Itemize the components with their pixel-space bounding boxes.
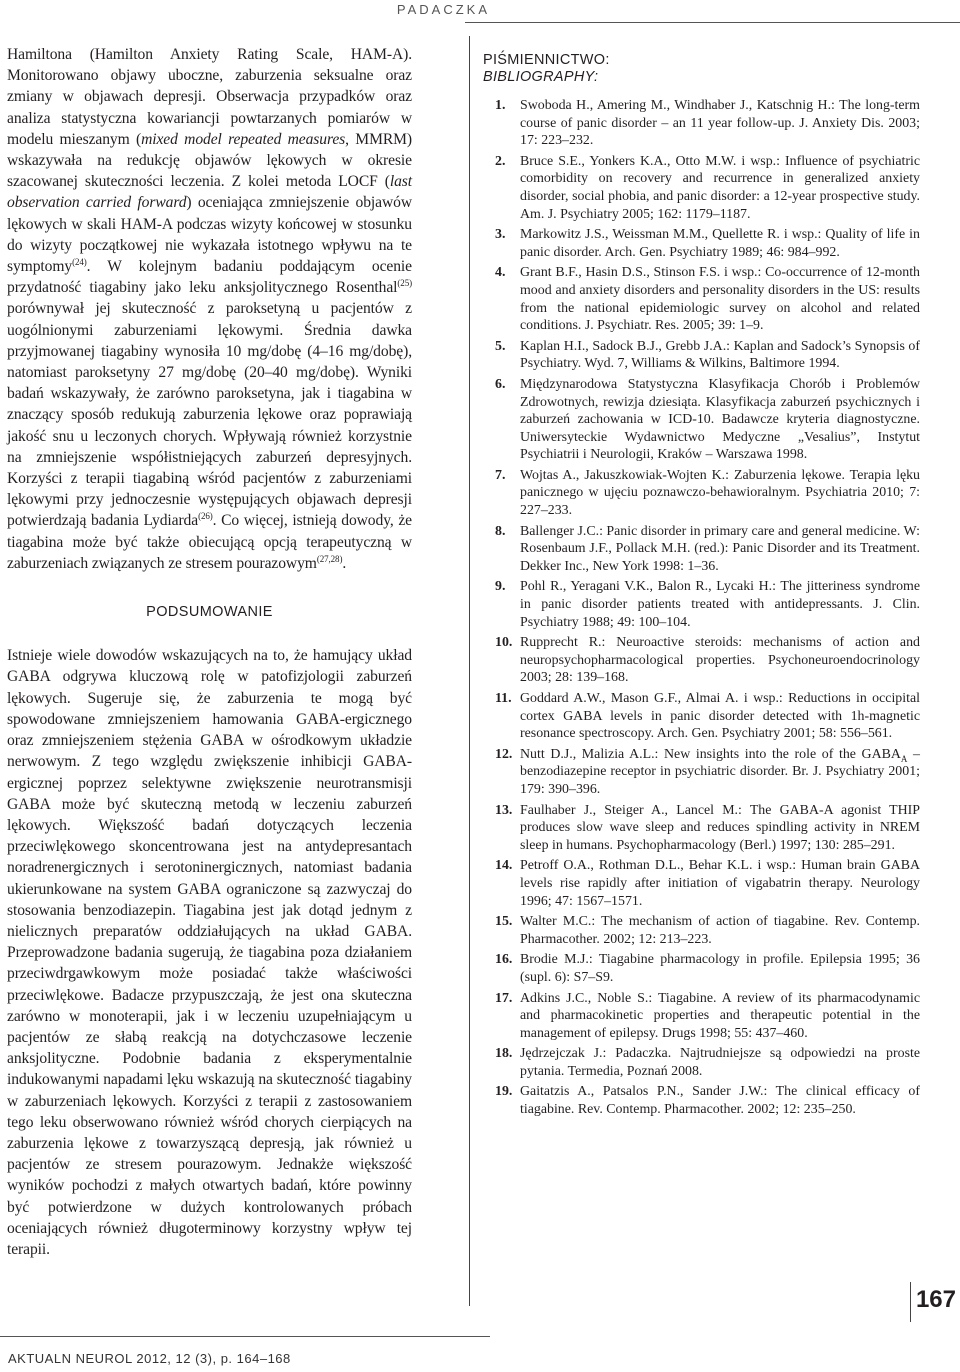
reference-item: [483, 376, 920, 464]
reference-item: [483, 467, 920, 520]
reference-text-run: Markowitz J.S., Weissman M.M., Quellette R. i wsp.: Quality of life in panic disorder. Arch. Gen. Psychiatry 1989; 46: 984–992.: [520, 227, 920, 260]
header-rule: [465, 22, 960, 23]
reference-text-run: Jędrzejczak J.: Padaczka. Najtrudniejsze są odpowiedzi na proste pytania. Termedia, Poznań 2008.: [520, 1046, 920, 1079]
reference-number: 13.: [495, 802, 513, 818]
reference-text-run: Pohl R., Yeragani V.K., Balon R., Lycaki H.: The jitteriness syndrome in panic disorder patients treated with antidepressants. J. Clin. Psychiatry 1988; 49: 100–104.: [520, 579, 920, 630]
column-divider: [469, 36, 470, 1306]
reference-item: [483, 338, 920, 373]
reference-item: [483, 990, 920, 1043]
subscript: A: [900, 753, 908, 764]
reference-item: [483, 153, 920, 223]
citation-marker: (24): [72, 256, 87, 267]
reference-item: [483, 857, 920, 910]
reference-number: 6.: [495, 376, 506, 392]
reference-number: 16.: [495, 952, 513, 968]
reference-text-run: Międzynarodowa Statystyczna Klasyfikacja Chorób i Problemów Zdrowotnych, rewizja dziesiąta. Klasyfikacja zaburzeń psychicznych i zaburzeń zachowania w ICD-10. Badawcze kryteria diagnostyczne. Uniwersyteckie Wydawnictwo Medyczne „Vesalius”, Instytut Psychiatrii i Neurologii, Kraków – Warszawa 1998.: [520, 376, 920, 463]
reference-item: [483, 746, 920, 799]
reference-text: [520, 578, 920, 631]
citation-marker: (27,28): [316, 553, 343, 564]
reference-number: 11.: [495, 691, 512, 706]
reference-text-run: Kaplan H.I., Sadock B.J., Grebb J.A.: Kaplan and Sadock’s Synopsis of Psychiatry. Wyd. 7, Williams & Wilkins, Baltimore 1994.: [520, 338, 920, 372]
reference-text-run: Nutt D.J., Malizia A.L.: New insights into the role of the GABA: [520, 746, 901, 762]
page-number-rule: [910, 1282, 911, 1322]
reference-number: 2.: [495, 153, 506, 169]
reference-number: 4.: [495, 265, 506, 281]
reference-text-run: Swoboda H., Amering M., Windhaber J., Katschnig H.: The long-term course of panic disorder – an 11 year follow-up. J. Anxiety Dis. 2003; 17: 223–232.: [520, 98, 920, 149]
reference-item: [483, 802, 920, 855]
reference-text-run: Adkins J.C., Noble S.: Tiagabine. A review of its pharmacodynamic and pharmacokinetic properties and therapeutic potential in the management of epilepsy. Drugs 1998; 55: 437–460.: [520, 990, 920, 1041]
reference-number: 15.: [495, 914, 513, 930]
reference-item: [483, 913, 920, 948]
reference-text-run: Wojtas A., Jakuszkowiak-Wojten K.: Zaburzenia lękowe. Terapia lęku panicznego w ujęciu poznawczo-behawioralnym. Psychiatria 2010; 7: 227–233.: [520, 467, 920, 519]
reference-text: [520, 690, 920, 743]
reference-text-run: Ballenger J.C.: Panic disorder in primary care and general medicine. W: Rosenbaum J.F., Pollack M.H. (red.): Panic Disorder and its Treatment. Dekker Inc., New York 1998: 1–36.: [520, 523, 920, 574]
reference-text-run: Goddard A.W., Mason G.F., Almai A. i wsp.: Reductions in occipital cortex GABA levels in panic disorder detected with 1h-magnetic resonance spectroscopy. Arch. Gen. Psychiatry 2001; 58: 556–561.: [520, 691, 920, 742]
text-run: . W kolejnym badaniu poddającym ocenie przydatność tiagabiny jako leku anksjolitycznego Rosenthal: [7, 258, 412, 297]
citation-marker: (25): [397, 278, 412, 289]
reference-text: [520, 338, 920, 373]
text-run: , MMRM) wskazywała na redukcję objawów lękowych w okresie szacowanej skuteczności leczenia. Z kolei metoda LOCF (: [7, 130, 412, 191]
reference-number: 3.: [495, 227, 506, 243]
reference-number: 1.: [495, 98, 506, 113]
reference-number: 10.: [495, 635, 513, 651]
reference-text: [520, 1083, 920, 1118]
reference-text: [520, 523, 920, 576]
reference-text: [520, 264, 920, 334]
reference-item: [483, 951, 920, 986]
summary-paragraph: Istnieje wiele dowodów wskazujących na to, że hamujący układ GABA odgrywa kluczową rolę w patofizjologii zaburzeń lękowych. Sugeruje się, że zaburzenia te mogą być spowodowane zmniejszeniem hamowania GABA-ergicznego oraz zmniejszeniem stężenia GABA w ośrodkowym układzie nerwowym. Z tego względu zwiększenie inhibicji GABA-ergicznej poprzez selektywne zwiększenie neurotransmisji GABA może być skuteczną metodą w leczeniu zaburzeń lękowych. Większość badań dotyczących leczenia przeciwlękowego skoncentrowana jest na antydepresantach noradrenergicznych i serotoninergicznych, natomiast badania ukierunkowane na system GABA ograniczone są zazwyczaj do stosowania benzodiazepin. Tiagabina jest jak dotąd jednym z nielicznych preparatów oddziałujących na układ GABA. Przeprowadzone badania sugerują, że tiagabina poza działaniem przeciwdrgawkowym może posiadać także właściwości przeciwlękowe. Badacze przypuszczają, że jest ona skuteczna zarówno w monoterapii, jak i w leczeniu uzupełniającym u pacjentów ze słabą reakcją na dotychczasowe leczenie anksjolityczne. Podobnie badania z eksperymentalnie indukowanymi napadami lęku wskazują na skuteczność tiagabiny w zaburzeniach lękowych. Korzyści z terapii z zastosowaniem tego leku obserwowano również wśród chorych cierpiących na zaburzenia lękowe z towarzyszącą depresją, jak również u pacjentów ze stresem pourazowym. Jednakże większość wyników pochodzi z małych otwartych badań, które powinny być potwierdzone w dużych kontrolowanych próbach oceniających również długoterminowy korzystny wpływ tej terapii.: [7, 647, 412, 1258]
running-header-section: PADACZKA: [396, 2, 490, 17]
reference-text: [520, 857, 920, 910]
summary-heading: PODSUMOWANIE: [146, 604, 273, 621]
bibliography-heading-pl: PIŚMIENNICTWO:: [483, 52, 610, 68]
reference-text-run: Gaitatzis A., Patsalos P.N., Sander J.W.: The clinical efficacy of tiagabine. Rev. Contemp. Pharmacother. 2002; 12: 235–250.: [520, 1084, 920, 1118]
reference-item: [483, 690, 920, 743]
reference-item: [483, 97, 920, 150]
reference-item: [483, 634, 920, 687]
reference-text: [520, 990, 920, 1043]
reference-text-run: – benzodiazepine receptor in psychiatric disorder. Br. J. Psychiatry 2001; 179: 390–396.: [520, 746, 920, 797]
text-run: . Co więcej, istnieją dowody, że tiagabina może być także obiecującą opcją terapeutyczną w zaburzeniach związanych ze stresem pourazowym: [7, 512, 412, 572]
reference-number: 17.: [495, 990, 513, 1006]
reference-text: [520, 376, 920, 464]
left-column: [7, 44, 412, 1260]
reference-number: 14.: [495, 858, 513, 874]
reference-text: [520, 913, 920, 948]
reference-text-run: Petroff O.A., Rothman D.L., Behar K.L. i wsp.: Human brain GABA levels rise rapidly after initiation of vigabatrin therapy. Neurology 1996; 47: 1567–1571.: [520, 858, 920, 909]
reference-text: [520, 226, 920, 261]
reference-number: 5.: [495, 338, 506, 354]
reference-number: 9.: [495, 579, 506, 595]
bibliography-heading-en: BIBLIOGRAPHY:: [483, 69, 599, 85]
reference-number: 7.: [495, 467, 506, 483]
reference-list: [483, 97, 920, 1119]
text-run: .: [342, 554, 347, 572]
reference-text: [520, 802, 920, 855]
reference-text-run: Bruce S.E., Yonkers K.A., Otto M.W. i wsp.: Influence of psychiatric comorbidity on recovery and recurrence in generalized anxiety disorder, social phobia, and panic disorder: a 12-year prospective study. Am. J. Psychiatry 2005; 162: 1179–1187.: [520, 153, 920, 222]
text-run: Hamiltona (Hamilton Anxiety Rating Scale, HAM-A). Monitorowano objawy uboczne, zaburzenia seksualne oraz zmiany w objawach depresji. Obserwacja przypadków oraz analiza statystyczna kowariancji powtarzanych pomiarów w modelu mieszanym (: [7, 46, 412, 148]
reference-text-run: Rupprecht R.: Neuroactive steroids: mechanisms of action and neuropsychopharmacological properties. Psychoneuroendocrinology 2003; 28: 139–168.: [520, 635, 920, 686]
reference-text-run: Walter M.C.: The mechanism of action of tiagabine. Rev. Contemp. Pharmacother. 2002; 12: 213–223.: [520, 914, 920, 947]
reference-item: [483, 523, 920, 576]
page-number: 167: [915, 1286, 956, 1313]
journal-citation-footer: AKTUALN NEUROL 2012, 12 (3), p. 164–168: [8, 1351, 291, 1366]
reference-text-run: Grant B.F., Hasin D.S., Stinson F.S. i wsp.: Co-occurrence of 12-month mood and anxiety disorders and personality disorders in the US: results from the national epidemiologic survey on alcohol and related conditions. J. Psychiatr. Res. 2005; 39: 1–9.: [520, 265, 920, 334]
reference-text: [520, 97, 920, 150]
reference-text-run: Faulhaber J., Steiger A., Lancel M.: The GABA-A agonist THIP produces slow wave sleep and reduces spindling activity in NREM sleep in humans. Psychopharmacology (Berl.) 1997; 130: 285–291.: [520, 802, 920, 853]
citation-marker: (26): [198, 511, 213, 522]
reference-number: 19.: [495, 1084, 513, 1100]
reference-item: [483, 578, 920, 631]
reference-text: [520, 153, 920, 223]
reference-text: [520, 1045, 920, 1080]
reference-number: 18.: [495, 1046, 513, 1062]
reference-text: [520, 951, 920, 986]
reference-text: [520, 746, 920, 799]
reference-item: [483, 1045, 920, 1080]
text-run: ) oceniająca zmniejszenie objawów lękowych w skali HAM-A podczas wizyty końcowej w stosunku do wizyty początkowej nie wykazała istotnego wpływu na te symptomy: [7, 194, 412, 276]
body-paragraph-1: [7, 44, 412, 574]
reference-number: 8.: [495, 523, 506, 539]
reference-text: [520, 467, 920, 520]
italic-term: last observation carried forward: [7, 173, 412, 212]
italic-term: mixed model repeated measures: [141, 130, 346, 148]
footer-rule: [0, 1336, 490, 1337]
reference-number: 12.: [495, 746, 513, 762]
bibliography-column: [483, 52, 920, 1122]
reference-item: [483, 264, 920, 334]
reference-text-run: Brodie M.J.: Tiagabine pharmacology in profile. Epilepsia 1995; 36 (supl. 6): S7–S9.: [520, 952, 920, 985]
reference-item: [483, 1083, 920, 1118]
reference-item: [483, 226, 920, 261]
text-run: porównywał jej skuteczność z paroksetyną u pacjentów z uogólnionymi zaburzeniami lękowymi. Średnia dawka przyjmowanej tiagabiny wynosiła 10 mg/dobę (4–16 mg/dobę), natomiast paroksetyny 27 mg/dobę (20–40 mg/dobę). Wyniki badań wskazywały, że zarówno paroksetyna, jak i tiagabina w znaczący sposób redukują zaburzenia lękowe oraz poprawiają jakość snu u leczonych chorych. Wpływają również korzystnie na zmniejszenie współistniejących zaburzeń depresyjnych. Korzyści z terapii tiagabiną wśród pacjentów z zaburzeniami lękowymi przy jednoczesnie występujących objawach depresji potwierdzają badania Lydiarda: [7, 300, 412, 530]
reference-text: [520, 634, 920, 687]
